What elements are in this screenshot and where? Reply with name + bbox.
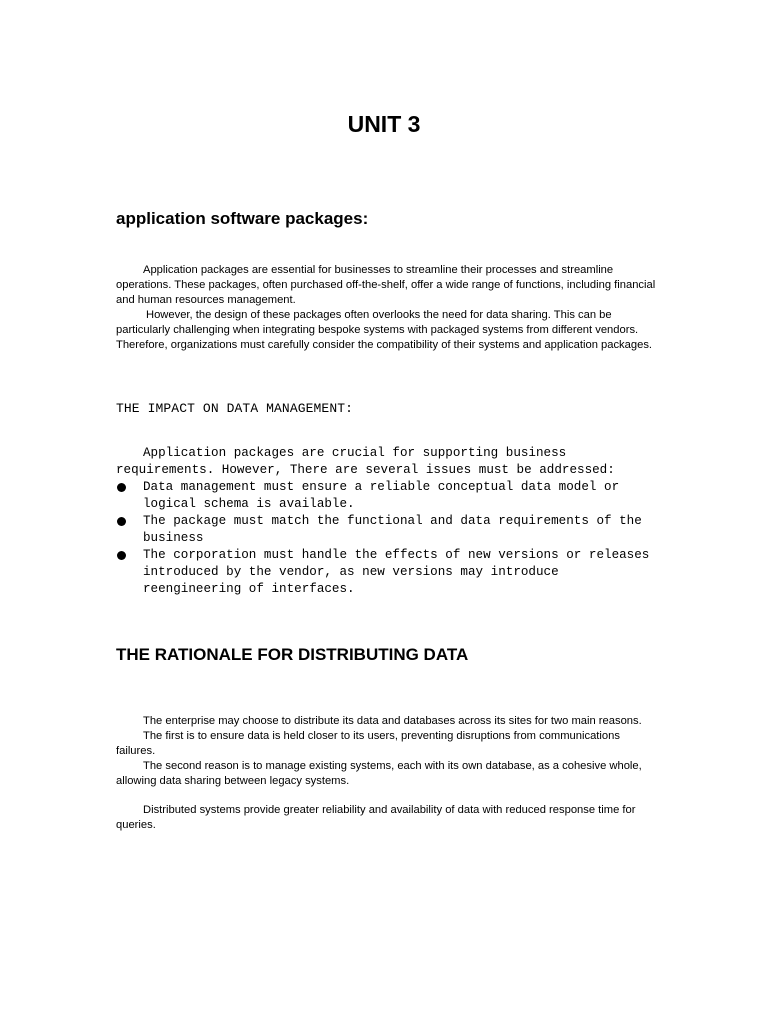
paragraph: Application packages are essential for businesses to streamline their processes and streamline operations. These packages, often purchased off-the-shelf, offer a wide range of functions, including financial and human resources management. <box>116 264 656 306</box>
list-item-text: The package must match the functional and data requirements of the business <box>143 514 642 545</box>
bullet-icon <box>117 517 126 526</box>
section-body-rationale-distributing-data <box>116 714 656 833</box>
section-body-application-software <box>116 263 656 353</box>
unit-title: UNIT 3 <box>347 111 421 137</box>
bullet-list <box>116 479 656 598</box>
paragraph: Distributed systems provide greater reliability and availability of data with reduced response time for queries. <box>116 804 636 831</box>
paragraph: The first is to ensure data is held closer to its users, preventing disruptions from communications failures. <box>116 730 620 757</box>
paragraph: The second reason is to manage existing systems, each with its own database, as a cohesive whole, allowing data sharing between legacy systems. <box>116 760 642 787</box>
section-heading-impact-data-management: THE IMPACT ON DATA MANAGEMENT: <box>116 401 354 416</box>
paragraph: The enterprise may choose to distribute its data and databases across its sites for two main reasons. <box>143 715 642 727</box>
paragraph: However, the design of these packages often overlooks the need for data sharing. This can be particularly challenging when integrating bespoke systems with packaged systems from different vendors. Therefore, organizations must carefully consider the compatibility of their systems and application packages. <box>116 309 653 351</box>
bullet-icon <box>117 551 126 560</box>
section-body-impact-data-management <box>116 445 656 598</box>
list-item-text: The corporation must handle the effects of new versions or releases introduced by the vendor, as new versions may introduce reengineering of interfaces. <box>143 548 650 596</box>
list-item-text: Data management must ensure a reliable conceptual data model or logical schema is available. <box>143 480 620 511</box>
list-item <box>116 513 656 547</box>
list-item <box>116 479 656 513</box>
section-heading-application-software: application software packages: <box>116 209 369 228</box>
bullet-icon <box>117 483 126 492</box>
section-heading-rationale-distributing-data: THE RATIONALE FOR DISTRIBUTING DATA <box>116 645 469 664</box>
paragraph: Application packages are crucial for supporting business requirements. However, There are several issues must be addressed: <box>116 446 615 477</box>
list-item <box>116 547 656 598</box>
